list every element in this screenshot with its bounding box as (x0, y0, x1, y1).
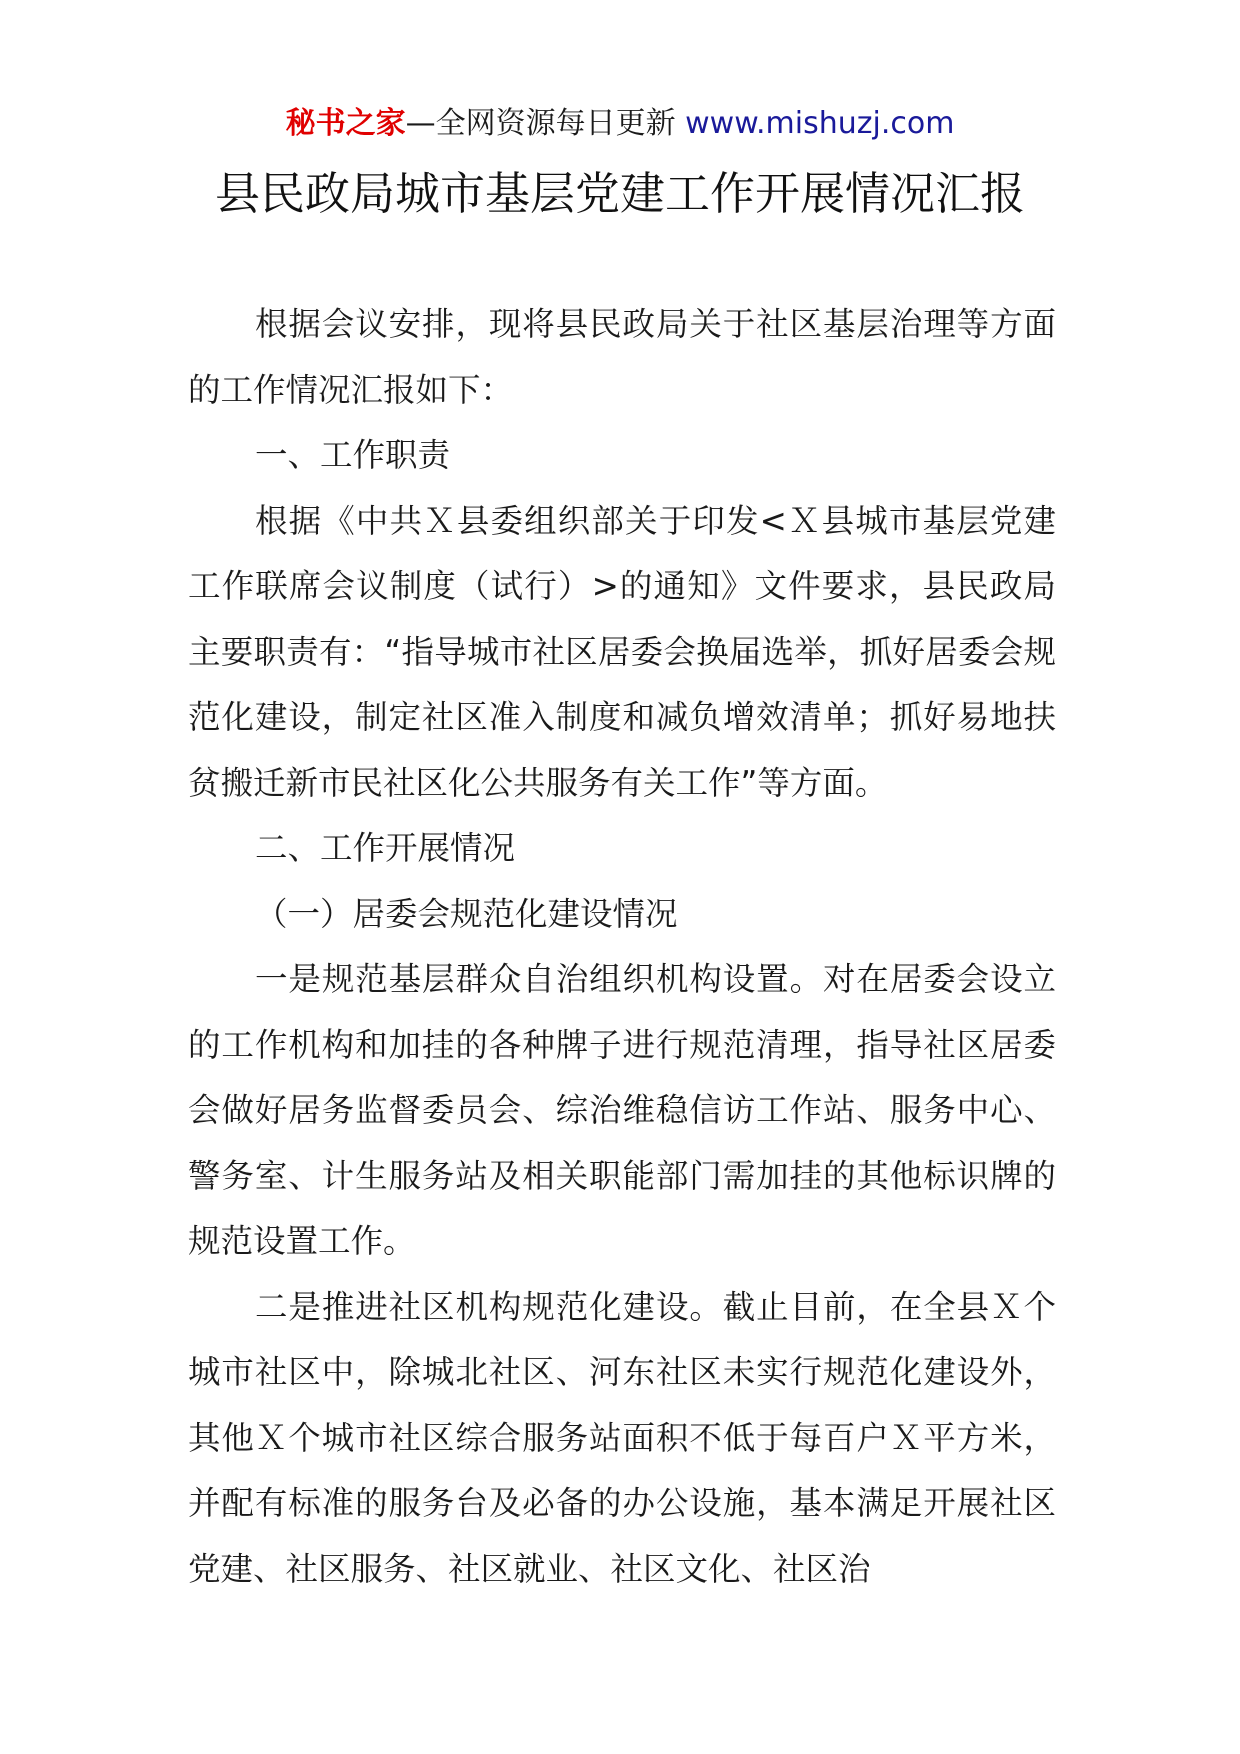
document-title: 县民政局城市基层党建工作开展情况汇报 (214, 167, 1025, 220)
responsibilities-paragraph: 根据《中共Ｘ县委组织部关于印发<Ｘ县城市基层党建工作联席会议制度（试行）>的通知》文件要求，县民政局主要职责有：“指导城市社区居委会换届选举，抓好居委会规范化建设，制定社区准入制度和减负增效清单；抓好易地扶贫搬迁新市民社区化公共服务有关工作”等方面。 (188, 501, 1056, 802)
document-body (188, 292, 1056, 1602)
site-slogan: —全网资源每日更新 (405, 106, 676, 141)
site-url-link[interactable]: www.mishuzj.com (685, 106, 955, 141)
institution-building-paragraph: 二是推进社区机构规范化建设。截止目前，在全县Ｘ个城市社区中，除城北社区、河东社区未实行规范化建设外，其他Ｘ个城市社区综合服务站面积不低于每百户Ｘ平方米，并配有标准的服务台及必备的办公设施，基本满足开展社区党建、社区服务、社区就业、社区文化、社区治 (188, 1287, 1056, 1588)
section-heading-progress: 二、工作开展情况 (255, 829, 516, 867)
site-header (0, 104, 1240, 144)
section-heading-responsibilities: 一、工作职责 (255, 436, 451, 474)
subsection-heading-committee: （一）居委会规范化建设情况 (255, 894, 678, 933)
site-brand: 秘书之家 (285, 106, 406, 141)
organization-setup-paragraph: 一是规范基层群众自治组织机构设置。对在居委会设立的工作机构和加挂的各种牌子进行规范清理，指导社区居委会做好居务监督委员会、综治维稳信访工作站、服务中心、警务室、计生服务站及相关职能部门需加挂的其他标识牌的规范设置工作。 (188, 960, 1056, 1260)
intro-paragraph: 根据会议安排，现将县民政局关于社区基层治理等方面的工作情况汇报如下： (188, 305, 1056, 409)
